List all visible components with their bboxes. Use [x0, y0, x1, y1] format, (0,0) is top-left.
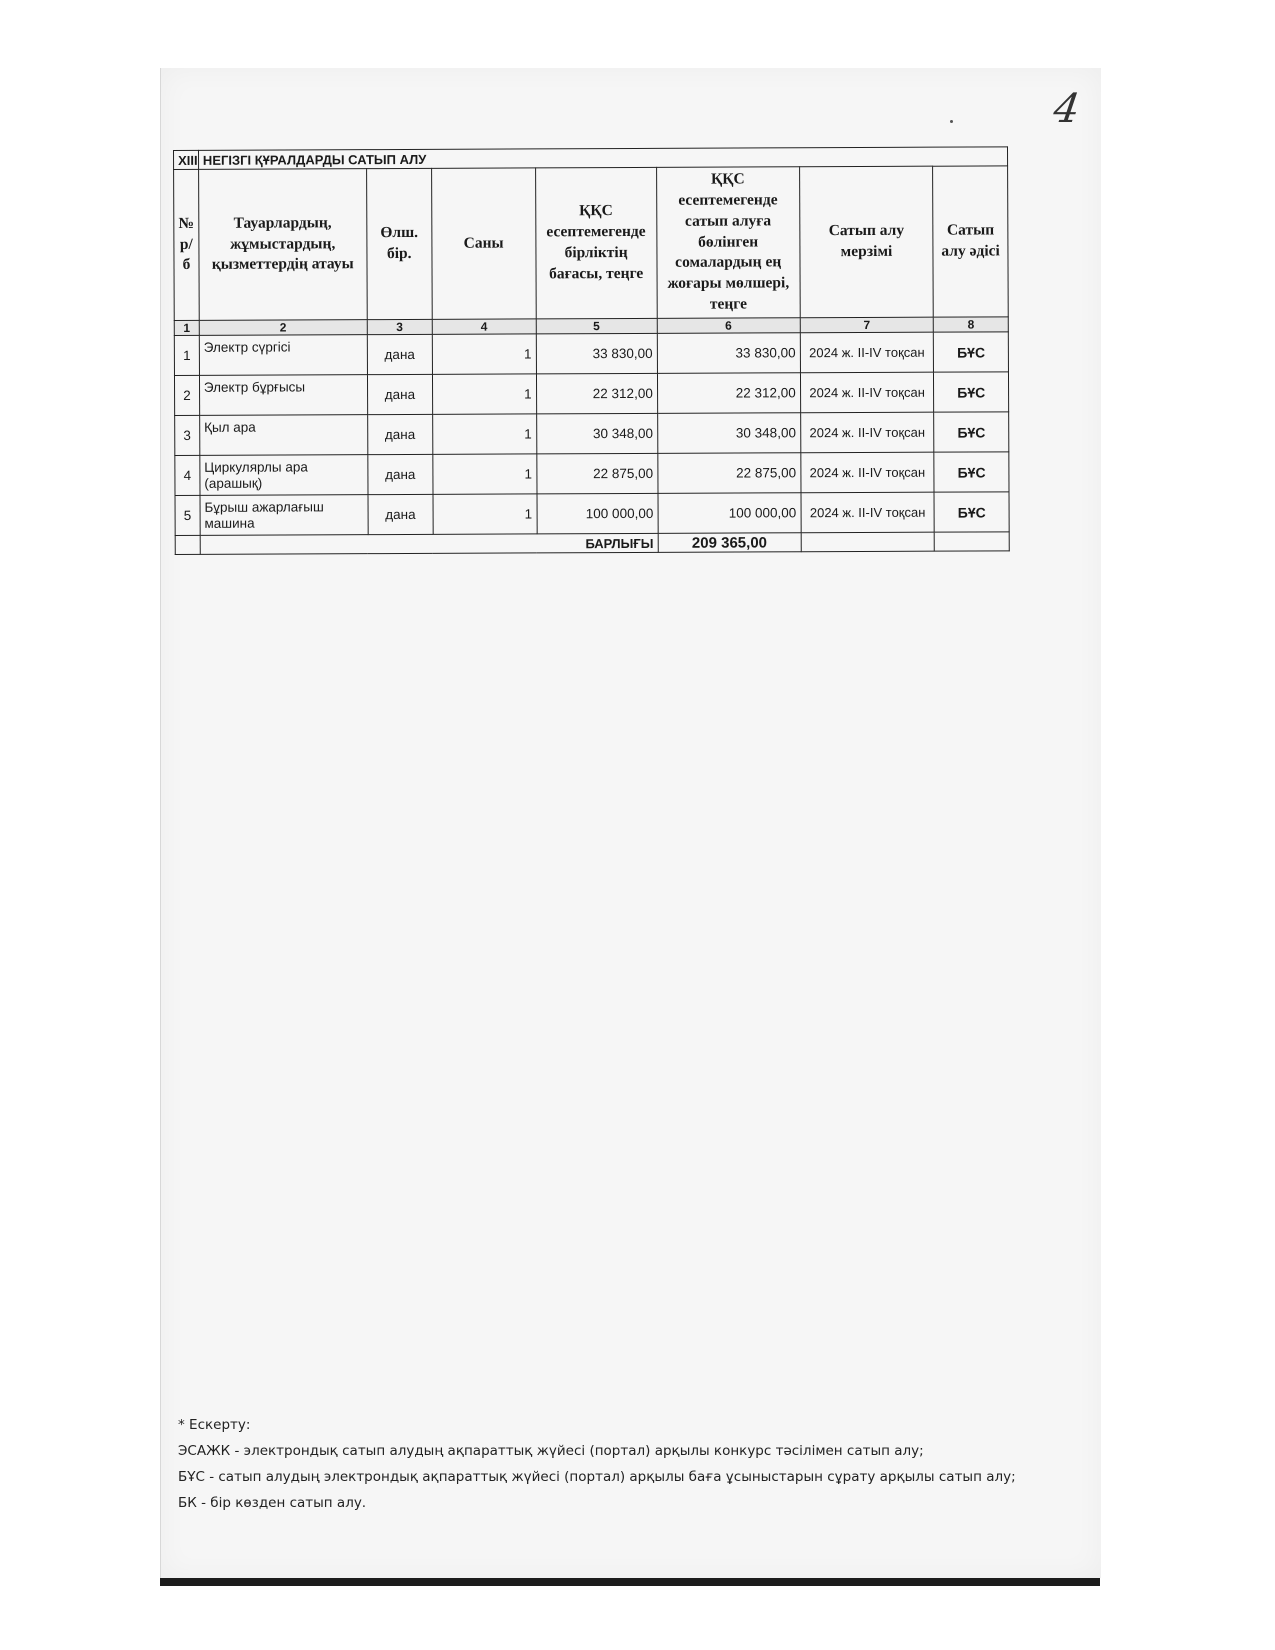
item-name: Бұрыш ажарлағыш машина: [200, 495, 368, 536]
item-total: 22 312,00: [657, 373, 800, 414]
header-qty: Саны: [432, 168, 536, 319]
column-number: 5: [536, 318, 657, 334]
item-method: БҰС: [934, 332, 1009, 372]
item-period: 2024 ж. II-IV тоқсан: [801, 452, 935, 493]
item-unit: дана: [367, 334, 432, 374]
table-row: [174, 372, 1008, 416]
item-period: 2024 ж. II-IV тоқсан: [800, 412, 934, 453]
row-index: 2: [174, 375, 199, 415]
column-number: 8: [934, 317, 1009, 332]
header-total: ҚҚС есептемегенде сатып алуға бөлінген сомалардың ең жоғары мөлшері, теңге: [656, 167, 800, 319]
row-index: 1: [174, 335, 199, 375]
table-row: [175, 412, 1009, 456]
table-row: [175, 452, 1009, 496]
item-qty: 1: [433, 494, 537, 534]
header-period: Сатып алу мерзімі: [799, 166, 933, 318]
column-number: 6: [657, 318, 800, 334]
header-method: Сатып алу әдісі: [933, 166, 1008, 317]
row-index: 3: [175, 415, 200, 455]
item-qty: 1: [432, 374, 536, 414]
section-title: НЕГІЗГІ ҚҰРАЛДАРДЫ САТЫП АЛУ: [198, 147, 1007, 170]
column-number: 3: [367, 319, 432, 334]
header-row: [174, 166, 1009, 321]
empty-cell: [175, 535, 200, 554]
header-name: Тауарлардың, жұмыстардың, қызметтердің атауы: [198, 169, 366, 321]
column-number: 1: [174, 320, 199, 335]
empty-cell: [801, 532, 935, 552]
item-qty: 1: [432, 334, 536, 374]
column-number: 7: [800, 317, 934, 333]
note-line: БҰС - сатып алудың электрондық ақпараттық жүйесі (портал) арқылы баға ұсыныстарын сұрату арқылы сатып алу;: [178, 1469, 1016, 1485]
procurement-table: [173, 146, 1010, 555]
item-total: 22 875,00: [658, 453, 801, 494]
note-line: БК - бір көзден сатып алу.: [178, 1495, 367, 1511]
item-method: БҰС: [934, 492, 1009, 532]
item-qty: 1: [433, 414, 537, 454]
note-line: ЭСАЖК - электрондық сатып алудың ақпараттық жүйесі (портал) арқылы конкурс тәсілімен сатып алу;: [178, 1443, 924, 1459]
header-price: ҚҚС есептемегенде бірліктің бағасы, теңге: [535, 167, 657, 319]
item-price: 33 830,00: [536, 333, 657, 374]
scan-speck: [950, 120, 953, 123]
item-period: 2024 ж. II-IV тоқсан: [800, 372, 934, 413]
handwritten-page-number: 4: [1050, 86, 1083, 132]
item-method: БҰС: [934, 372, 1009, 412]
item-price: 22 875,00: [536, 453, 657, 494]
item-period: 2024 ж. II-IV тоқсан: [801, 492, 935, 533]
row-index: 5: [175, 495, 200, 535]
procurement-table-wrapper: [173, 146, 1010, 555]
item-unit: дана: [368, 494, 433, 534]
totals-label: БАРЛЫҒЫ: [200, 533, 658, 554]
item-name: Циркулярлы ара (арашық): [200, 455, 368, 496]
header-unit: Өлш. бір.: [366, 168, 432, 319]
notes-title: * Ескерту:: [178, 1417, 251, 1433]
item-name: Электр бұрғысы: [199, 375, 367, 416]
item-name: Қыл ара: [200, 415, 368, 456]
item-unit: дана: [367, 374, 432, 414]
totals-row: [175, 532, 1009, 555]
item-method: БҰС: [934, 412, 1009, 452]
item-period: 2024 ж. II-IV тоқсан: [800, 332, 934, 373]
totals-value: 209 365,00: [658, 533, 801, 553]
column-number: 4: [432, 319, 536, 334]
item-unit: дана: [368, 454, 433, 494]
header-idx: № р/б: [174, 169, 200, 320]
item-method: БҰС: [934, 452, 1009, 492]
item-price: 30 348,00: [536, 413, 657, 454]
item-total: 100 000,00: [658, 493, 801, 534]
empty-cell: [935, 532, 1010, 551]
column-number: 2: [199, 320, 367, 336]
table-row: [174, 332, 1008, 376]
section-roman-numeral: XIII: [174, 150, 199, 169]
row-index: 4: [175, 455, 200, 495]
footnotes: [178, 1412, 1038, 1516]
item-total: 30 348,00: [657, 413, 800, 454]
item-qty: 1: [433, 454, 537, 494]
scan-edge-shadow: [160, 1578, 1100, 1586]
item-unit: дана: [367, 414, 432, 454]
item-name: Электр сүргісі: [199, 335, 367, 376]
item-price: 100 000,00: [537, 493, 658, 534]
item-total: 33 830,00: [657, 333, 800, 374]
item-price: 22 312,00: [536, 373, 657, 414]
table-row: [175, 492, 1009, 536]
